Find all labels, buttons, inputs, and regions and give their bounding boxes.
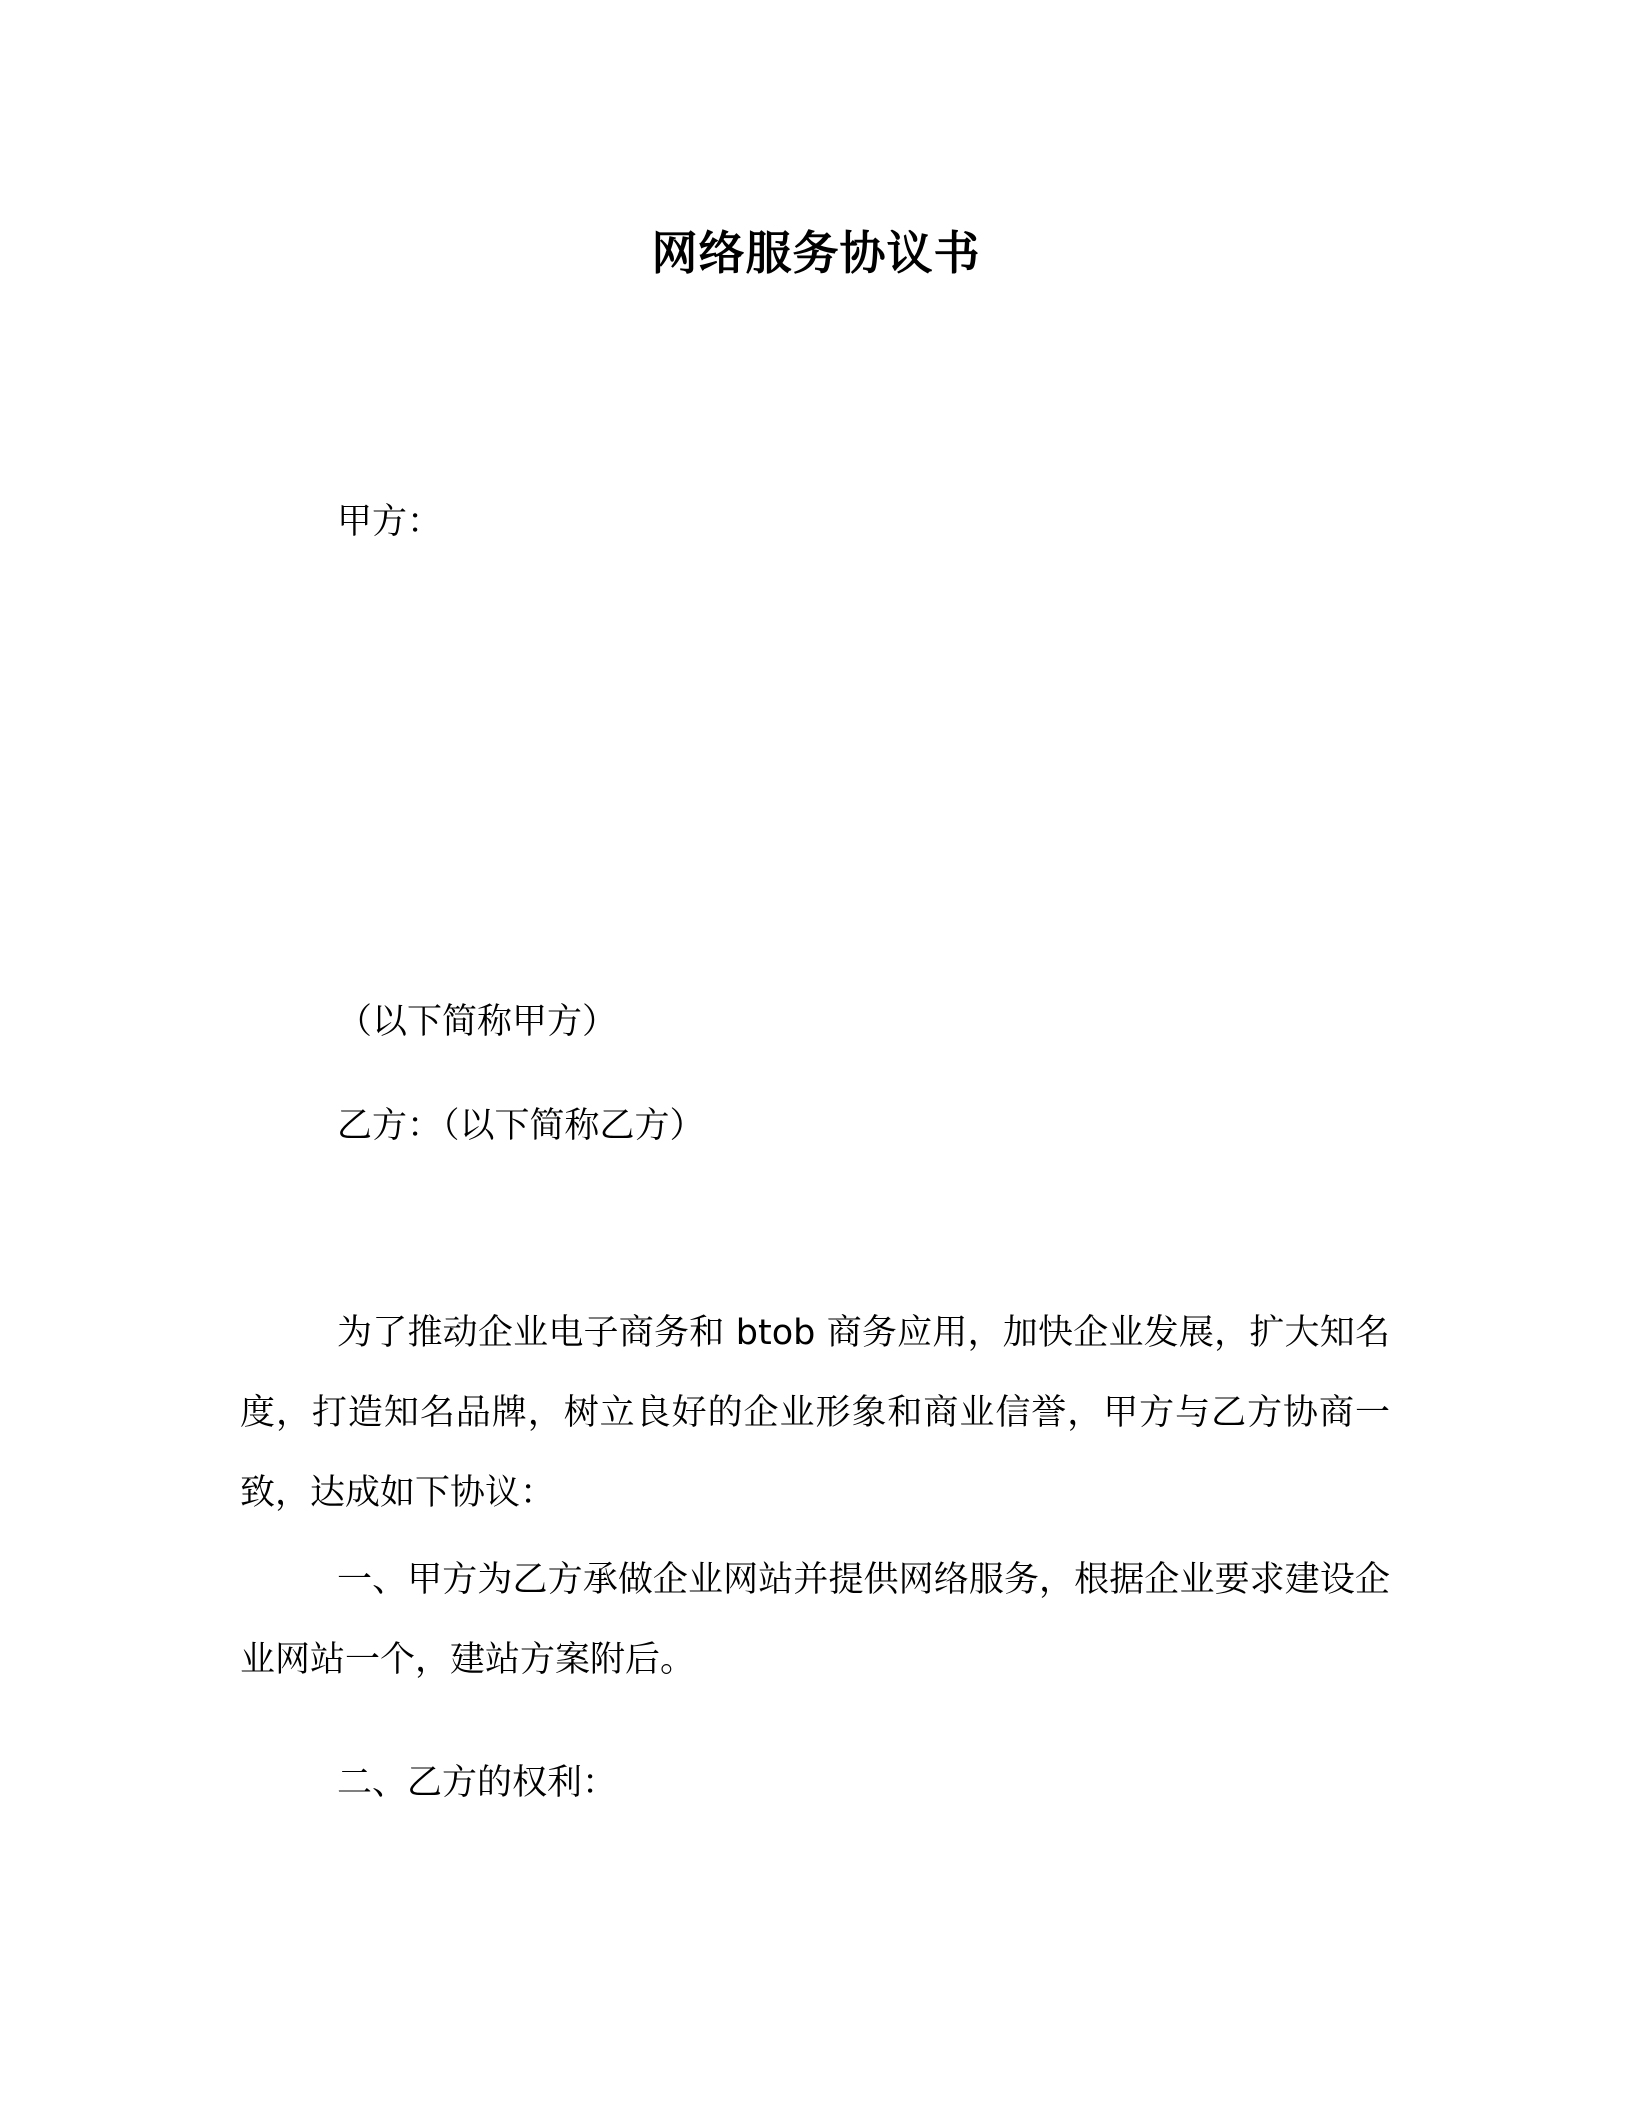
party-a-abbreviation: （以下简称甲方） [337, 1002, 618, 1042]
document-title: 网络服务协议书 [651, 226, 981, 280]
clause-1-paragraph: 一、甲方为乙方承做企业网站并提供网络服务，根据企业要求建设企业网站一个，建站方案附后。 [240, 1560, 1390, 1680]
clause-2-heading: 二、乙方的权利： [337, 1763, 618, 1803]
party-a-label: 甲方： [337, 502, 443, 542]
party-b-line: 乙方：（以下简称乙方） [337, 1106, 705, 1146]
intro-paragraph: 为了推动企业电子商务和 btob 商务应用，加快企业发展，扩大知名度，打造知名品牌，树立良好的企业形象和商业信誉，甲方与乙方协商一致，达成如下协议： [240, 1313, 1390, 1513]
